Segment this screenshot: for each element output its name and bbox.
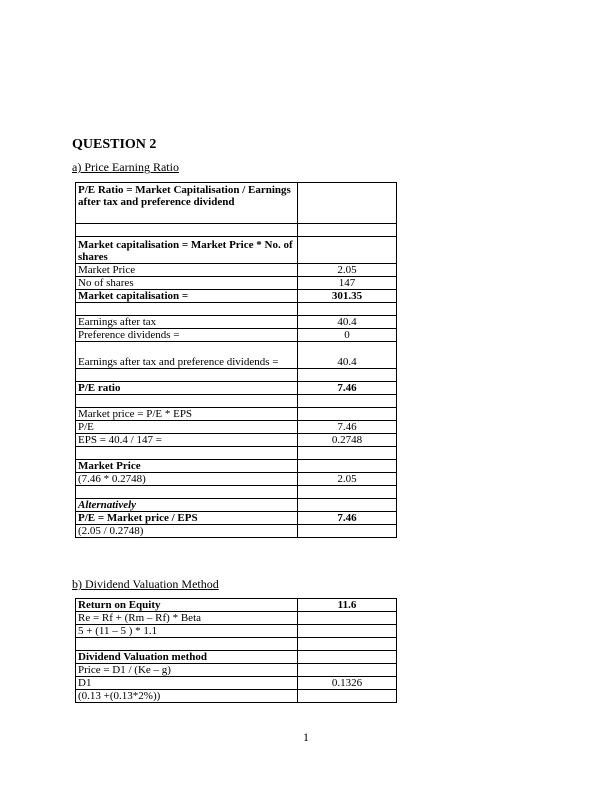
pe-value-cell: 301.35 [298, 290, 397, 303]
table-row [76, 369, 397, 382]
pe-value-cell: 7.46 [298, 421, 397, 434]
pe-value-cell [298, 460, 397, 473]
div-label-cell: Dividend Valuation method [76, 651, 298, 664]
table-row [76, 447, 397, 460]
div-label-cell [76, 638, 298, 651]
pe-label-cell: P/E = Market price / EPS [76, 512, 298, 525]
pe-value-cell [298, 237, 397, 264]
pe-value-cell: 40.4 [298, 316, 397, 329]
table-row [76, 625, 397, 638]
pe-label-cell: Market Price [76, 460, 298, 473]
div-label-cell: 5 + (11 – 5 ) * 1.1 [76, 625, 298, 638]
table-row [76, 237, 397, 264]
pe-label-cell: P/E ratio [76, 382, 298, 395]
pe-label-cell [76, 447, 298, 460]
pe-value-cell: 0.2748 [298, 434, 397, 447]
section-a-title: a) Price Earning Ratio [72, 160, 179, 174]
pe-value-cell [298, 303, 397, 316]
div-value-cell [298, 625, 397, 638]
pe-label-cell: EPS = 40.4 / 147 = [76, 434, 298, 447]
pe-label-cell: Market capitalisation = [76, 290, 298, 303]
pe-label-cell [76, 486, 298, 499]
div-value-cell [298, 651, 397, 664]
pe-label-cell [76, 303, 298, 316]
table-row [76, 342, 397, 369]
pe-label-cell: (2.05 / 0.2748) [76, 525, 298, 538]
div-label-cell: Return on Equity [76, 599, 298, 612]
pe-value-cell [298, 499, 397, 512]
table-row [76, 486, 397, 499]
table-row [76, 329, 397, 342]
pe-value-cell [298, 369, 397, 382]
pe-label-cell: Alternatively [76, 499, 298, 512]
table-row [76, 277, 397, 290]
pe-value-cell: 0 [298, 329, 397, 342]
pe-value-cell [298, 183, 397, 224]
div-value-cell [298, 612, 397, 625]
pe-value-cell [298, 486, 397, 499]
table-row [76, 408, 397, 421]
table-row [76, 638, 397, 651]
pe-value-cell [298, 525, 397, 538]
pe-value-cell: 40.4 [298, 342, 397, 369]
table-row [76, 690, 397, 703]
div-value-cell [298, 638, 397, 651]
pe-label-cell [76, 395, 298, 408]
page-number: 1 [303, 730, 309, 744]
pe-label-cell: Market capitalisation = Market Price * No. of shares [76, 237, 298, 264]
pe-label-cell [76, 369, 298, 382]
pe-label-cell: Earnings after tax and preference dividends = [76, 342, 298, 369]
div-value-cell [298, 690, 397, 703]
table-row [76, 316, 397, 329]
pe-value-cell [298, 447, 397, 460]
pe-label-cell [76, 224, 298, 237]
table-row [76, 382, 397, 395]
pe-label-cell: Market Price [76, 264, 298, 277]
pe-value-cell: 147 [298, 277, 397, 290]
div-label-cell: D1 [76, 677, 298, 690]
table-row [76, 499, 397, 512]
pe-label-cell: Earnings after tax [76, 316, 298, 329]
pe-label-cell: (7.46 * 0.2748) [76, 473, 298, 486]
table-row [76, 612, 397, 625]
table-row [76, 421, 397, 434]
table-row [76, 224, 397, 237]
pe-value-cell: 2.05 [298, 473, 397, 486]
table-row [76, 473, 397, 486]
table-row [76, 525, 397, 538]
table-row [76, 303, 397, 316]
div-label-cell: (0.13 +(0.13*2%)) [76, 690, 298, 703]
pe-ratio-table [75, 182, 397, 538]
table-row [76, 664, 397, 677]
table-row [76, 395, 397, 408]
table-row [76, 460, 397, 473]
div-value-cell: 0.1326 [298, 677, 397, 690]
div-label-cell: Price = D1 / (Ke – g) [76, 664, 298, 677]
table-row [76, 651, 397, 664]
pe-label-cell: Market price = P/E * EPS [76, 408, 298, 421]
question-heading: QUESTION 2 [72, 137, 157, 152]
pe-label-cell: Preference dividends = [76, 329, 298, 342]
pe-value-cell [298, 395, 397, 408]
pe-label-cell: No of shares [76, 277, 298, 290]
div-value-cell: 11.6 [298, 599, 397, 612]
table-row [76, 677, 397, 690]
table-row [76, 599, 397, 612]
pe-label-cell: P/E [76, 421, 298, 434]
table-row [76, 512, 397, 525]
table-row [76, 434, 397, 447]
pe-value-cell [298, 224, 397, 237]
table-row [76, 264, 397, 277]
pe-value-cell: 7.46 [298, 382, 397, 395]
table-row [76, 290, 397, 303]
pe-label-cell: P/E Ratio = Market Capitalisation / Earnings after tax and preference dividend [76, 183, 298, 224]
section-b-title: b) Dividend Valuation Method [72, 577, 219, 591]
dividend-valuation-table [75, 598, 397, 703]
pe-value-cell: 7.46 [298, 512, 397, 525]
pe-value-cell [298, 408, 397, 421]
div-value-cell [298, 664, 397, 677]
table-row [76, 183, 397, 224]
div-label-cell: Re = Rf + (Rm – Rf) * Beta [76, 612, 298, 625]
pe-value-cell: 2.05 [298, 264, 397, 277]
